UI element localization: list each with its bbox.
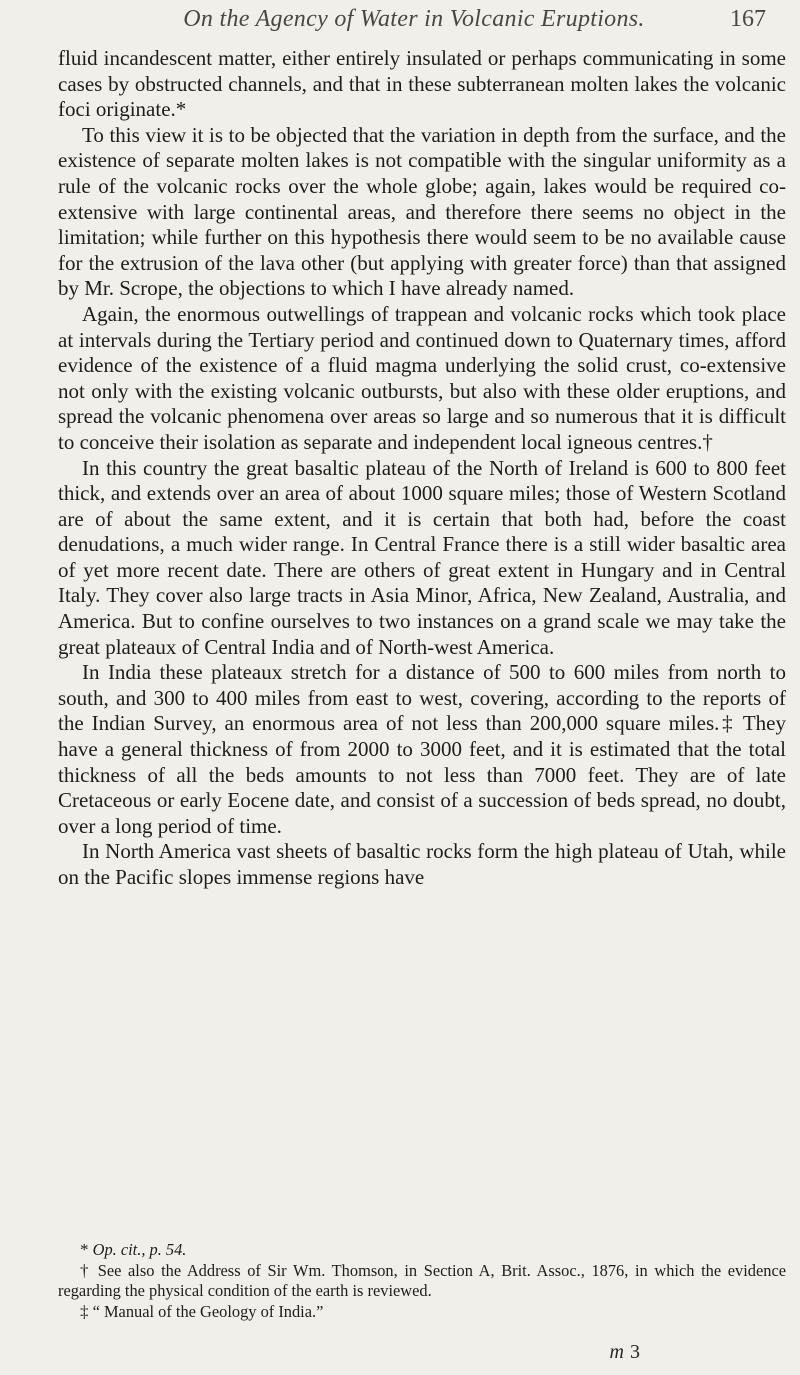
paragraph-5: In India these plateaux stretch for a distance of 500 to 600 miles from north to south, and 300 to 400 miles from east to west, covering, according to the reports of the Indian Survey, an enormous area of not less than 200,000 square miles.‡ They have a general thickness of from 2000 to 3000 feet, and it is estimated that the total thickness of all the beds amounts to not less than 7000 feet. They are of late Cretaceous or early Eocene date, and consist of a succession of beds spread, no doubt, over a long period of time.: [58, 660, 786, 838]
footnote-3-symbol: ‡: [80, 1301, 89, 1321]
paragraph-3: Again, the enormous outwellings of trappean and volcanic rocks which took place at intervals during the Tertiary period and continued down to Quaternary times, afford evidence of the existence of a fluid magma underlying the solid crust, co-extensive not only with the existing volcanic outbursts, but also with these older eruptions, and spread the volcanic phenomena over areas so large and so numerous that it is difficult to conceive their isolation as separate and independent local igneous centres.†: [58, 301, 786, 454]
footnotes: [58, 1240, 786, 1322]
footnote-1-text: Op. cit., p. 54.: [92, 1240, 187, 1259]
paragraph-4: In this country the great basaltic plateau of the North of Ireland is 600 to 800 feet thick, and extends over an area of about 1000 square miles; those of Western Scotland are of about the same extent, and it is certain that both had, before the coast denudations, a much wider range. In Central France there is a still wider basaltic area of yet more recent date. There are others of great extent in Hungary and in Central Italy. They cover also large tracts in Asia Minor, Africa, New Zealand, Australia, and America. But to confine ourselves to two instances on a grand scale we may take the great plateaux of Central India and of North-west America.: [58, 455, 786, 659]
signature-letter: m: [609, 1341, 624, 1363]
page-header: [56, 6, 772, 40]
footnote-1-symbol: *: [80, 1240, 89, 1259]
body-text: [58, 46, 786, 891]
signature-number: 3: [630, 1341, 640, 1363]
paragraph-1: fluid incandescent matter, either entirely insulated or perhaps communicating in some cases by obstructed channels, and that in these subterranean molten lakes the volcanic foci originate.*: [58, 46, 786, 122]
running-title: On the Agency of Water in Volcanic Eruptions.: [183, 6, 645, 32]
footnote-2: [58, 1261, 786, 1302]
footnote-2-symbol: †: [80, 1260, 92, 1280]
paragraph-6: In North America vast sheets of basaltic rocks form the high plateau of Utah, while on the Pacific slopes immense regions have: [58, 839, 786, 889]
footnote-2-text: See also the Address of Sir Wm. Thomson, in Section A, Brit. Assoc., 1876, in which the evidence regarding the physical condition of the earth is reviewed.: [58, 1260, 787, 1300]
footnote-3-text: “ Manual of the Geology of India.”: [92, 1301, 324, 1321]
signature-mark: [610, 1341, 640, 1364]
paragraph-2: To this view it is to be objected that the variation in depth from the surface, and the existence of separate molten lakes is not compatible with the singular uniformity as a rule of the volcanic rocks over the whole globe; again, lakes would be required co-extensive with large continental areas, and therefore there seems no object in the limitation; while further on this hypothesis there would seem to be no available cause for the extrusion of the lava other (but applying with greater force) than that assigned by Mr. Scrope, the objections to which I have already named.: [58, 122, 786, 301]
page-number: 167: [730, 6, 766, 32]
footnote-1: [58, 1240, 786, 1261]
footnote-3: [58, 1302, 786, 1323]
